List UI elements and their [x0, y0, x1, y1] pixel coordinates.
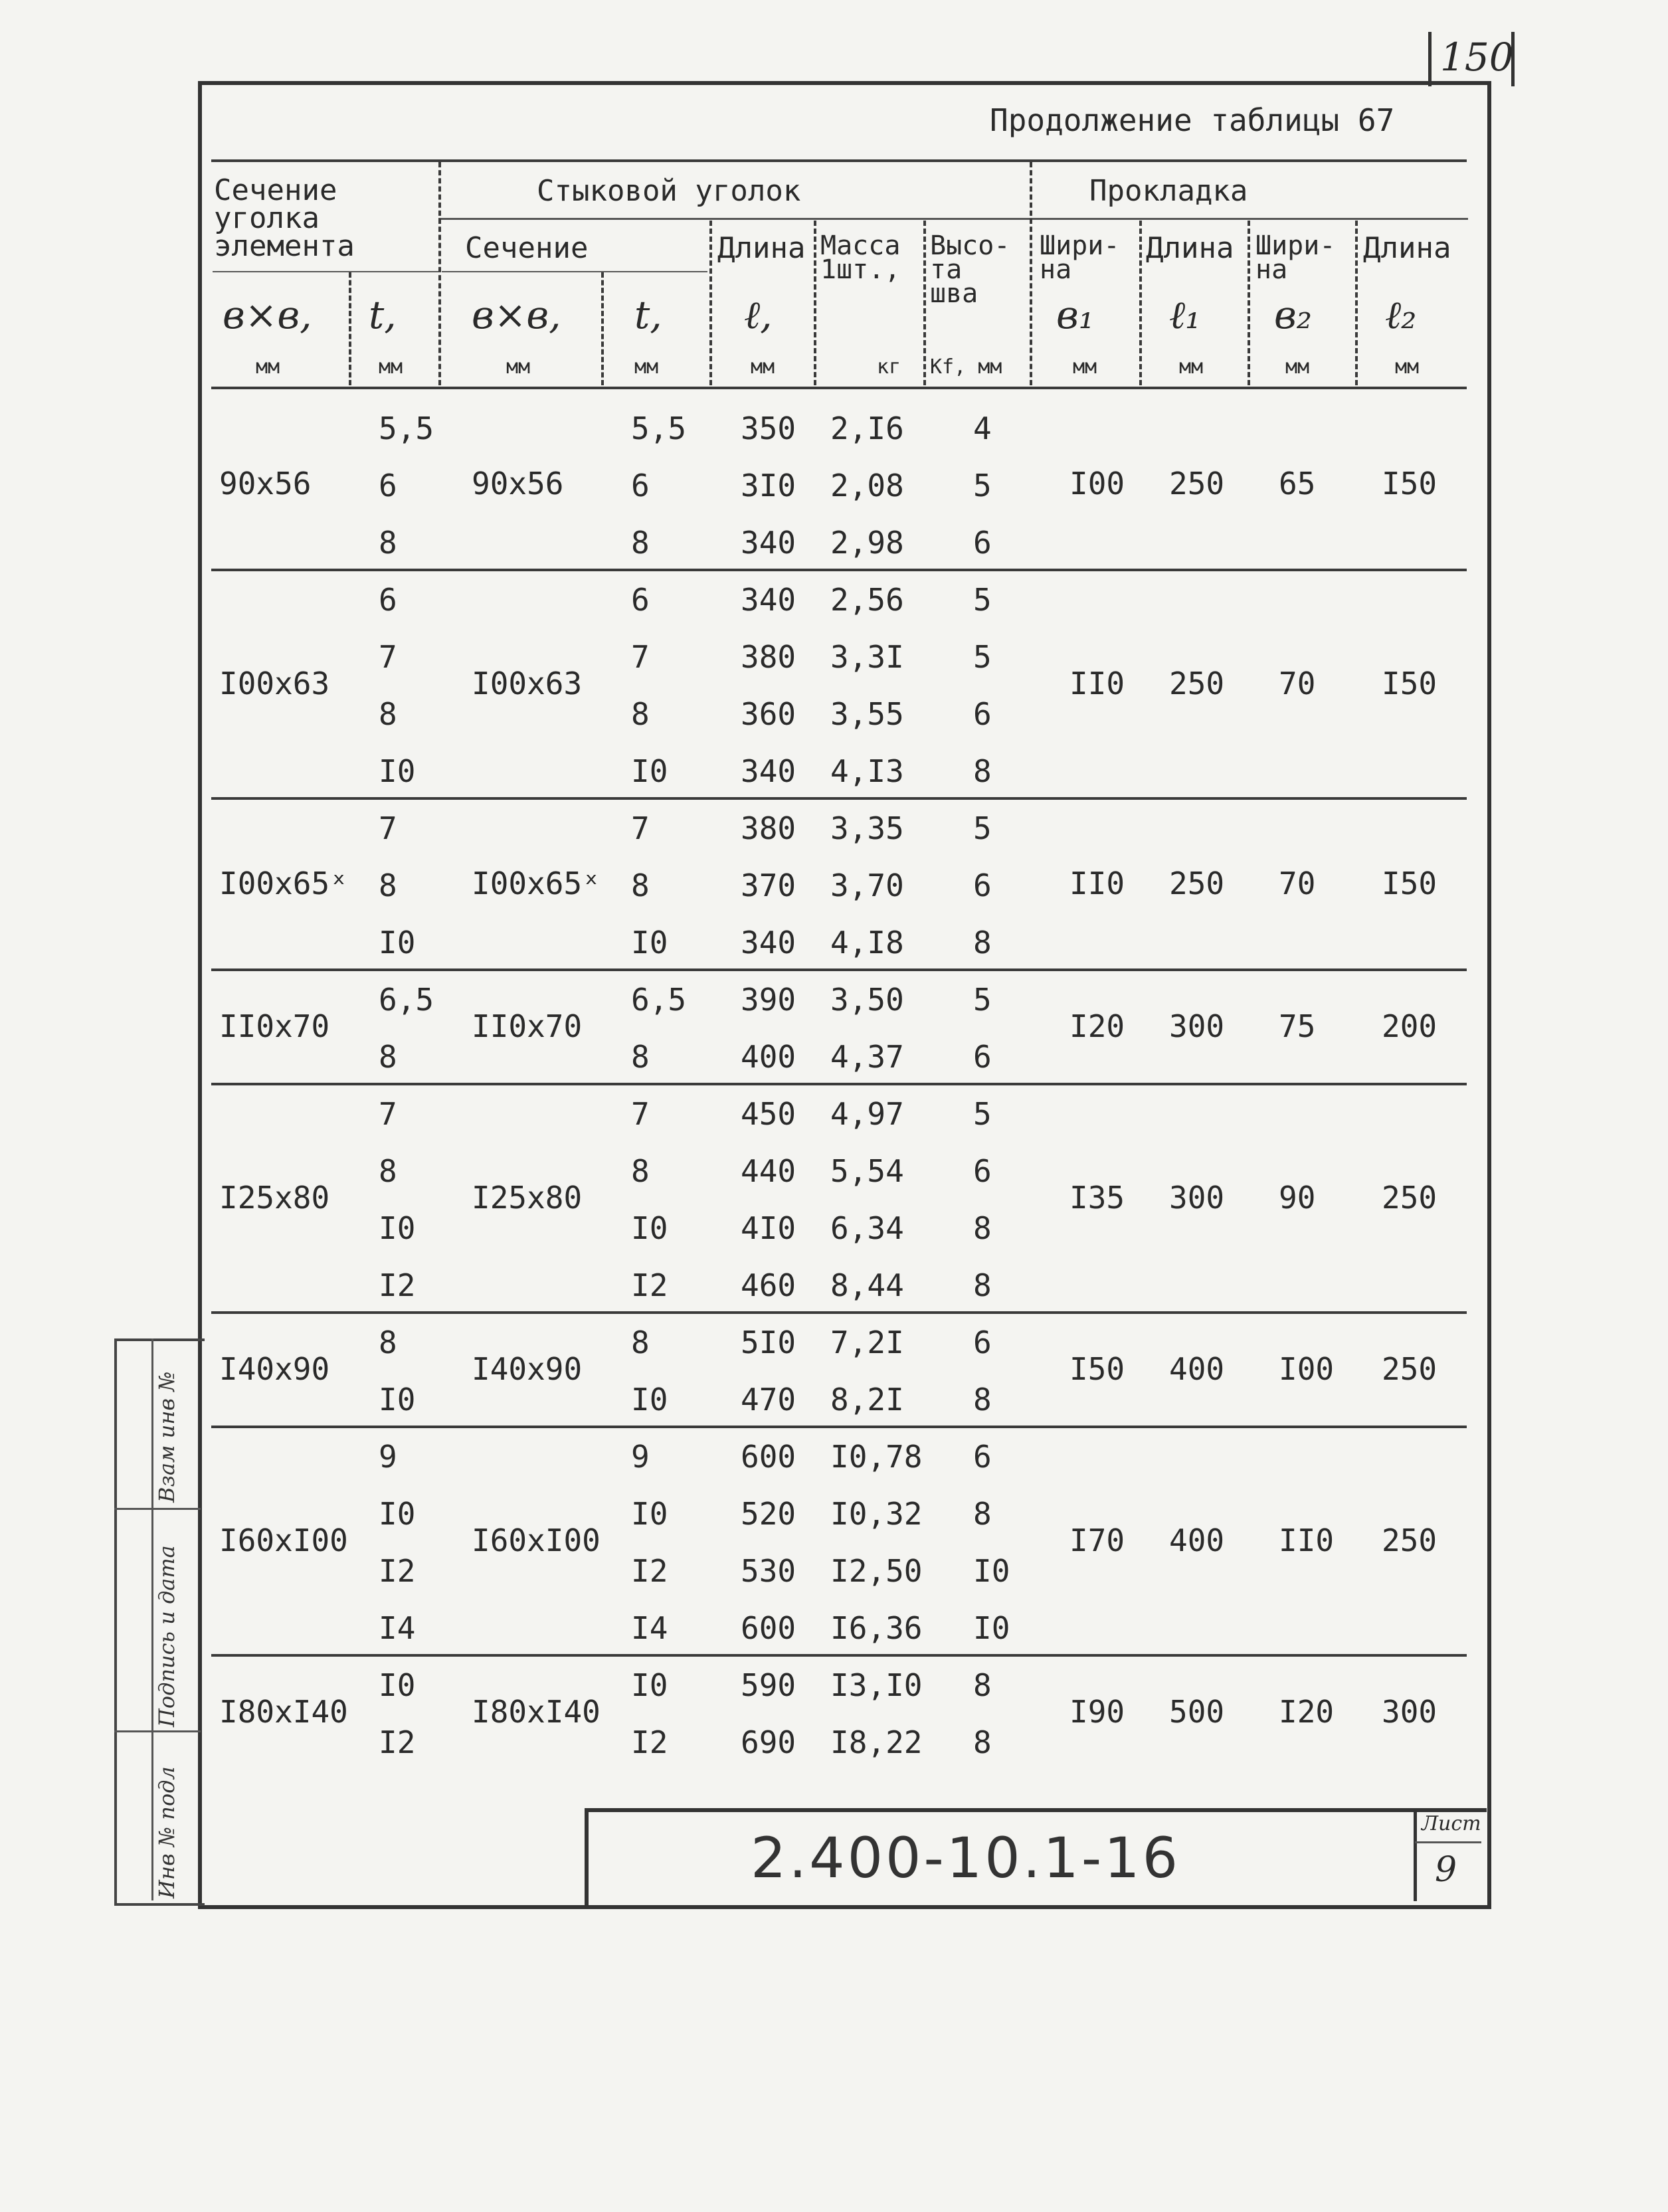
row-thickness: I0 [379, 925, 416, 961]
row-mass: 4,I8 [830, 925, 904, 961]
group-section: 90x56 [219, 466, 312, 502]
group-section: I60xI00 [219, 1522, 348, 1558]
row-thickness: I2 [379, 1267, 416, 1303]
pad-length1: 250 [1169, 866, 1225, 901]
header-bottom-rule [211, 387, 1467, 389]
row-weld-height: 5 [973, 639, 992, 675]
row-length: 340 [741, 582, 796, 618]
hv-10 [1355, 221, 1358, 385]
row-weld-height: 5 [973, 810, 992, 846]
hdr-group-section: Сечение уголка элемента [214, 173, 355, 263]
row-length: 450 [741, 1096, 796, 1132]
sym-angle-bxb: в×в, [472, 292, 561, 337]
header-top-rule [211, 159, 1467, 162]
pad-width2: I00 [1279, 1351, 1335, 1387]
row-angle-thickness: 6 [631, 582, 650, 618]
row-length: 470 [741, 1382, 796, 1418]
row-weld-height: 5 [973, 982, 992, 1018]
sym-l2: ℓ₂ [1385, 292, 1417, 337]
row-weld-height: 6 [973, 1153, 992, 1189]
row-thickness: I0 [379, 1382, 416, 1418]
row-length: 340 [741, 925, 796, 961]
row-weld-height: 6 [973, 868, 992, 903]
row-thickness: I0 [379, 1667, 416, 1703]
row-angle-thickness: 6 [631, 468, 650, 504]
row-angle-thickness: 5,5 [631, 411, 687, 446]
pad-length1: 500 [1169, 1694, 1225, 1730]
pad-length2: 250 [1382, 1351, 1437, 1387]
pad-length2: I50 [1382, 466, 1437, 502]
page-number: 150 [1440, 35, 1514, 80]
row-length: 380 [741, 639, 796, 675]
pad-length1: 300 [1169, 1008, 1225, 1044]
pad-width2: 90 [1279, 1180, 1316, 1216]
row-weld-height: 8 [973, 1667, 992, 1703]
row-length: 600 [741, 1439, 796, 1475]
row-weld-height: 4 [973, 411, 992, 446]
hdr-length2: Длина [1363, 231, 1451, 265]
angle-section: 90x56 [472, 466, 564, 502]
hv-3 [601, 272, 604, 385]
unit-mass: кг [877, 355, 901, 379]
hdr-weld-height: Высо- та шва [930, 230, 1010, 309]
unit-angle-bxb: мм [506, 355, 531, 379]
group-section: II0x70 [219, 1008, 330, 1044]
row-angle-thickness: 8 [631, 1153, 650, 1189]
row-thickness: 8 [379, 868, 397, 903]
hv-7 [1030, 162, 1032, 385]
row-angle-thickness: I0 [631, 1667, 668, 1703]
hdr-angle-section: Сечение [465, 231, 589, 265]
pad-width2: II0 [1279, 1522, 1335, 1558]
row-angle-thickness: 6,5 [631, 982, 687, 1018]
row-angle-thickness: 8 [631, 1325, 650, 1360]
row-weld-height: I0 [973, 1610, 1010, 1646]
row-mass: 2,I6 [830, 411, 904, 446]
unit-l: мм [751, 355, 775, 379]
unit-weld: Kf, мм [930, 355, 1002, 379]
row-thickness: 9 [379, 1439, 397, 1475]
row-thickness: I4 [379, 1610, 416, 1646]
hdr-width2: Шири- на [1255, 230, 1336, 285]
row-thickness: 8 [379, 525, 397, 561]
row-length: 440 [741, 1153, 796, 1189]
pad-width1: I20 [1069, 1008, 1125, 1044]
row-thickness: 7 [379, 639, 397, 675]
row-thickness: 5,5 [379, 411, 434, 446]
row-mass: 2,56 [830, 582, 904, 618]
header-mid-rule [438, 218, 1468, 220]
row-angle-thickness: I0 [631, 1210, 668, 1246]
row-length: 370 [741, 868, 796, 903]
sidebar-inv-orig: Инв № подл [154, 1766, 179, 1898]
pad-length1: 400 [1169, 1522, 1225, 1558]
row-mass: I0,32 [830, 1496, 923, 1532]
pad-length2: 300 [1382, 1694, 1437, 1730]
group-section: I80xI40 [219, 1694, 348, 1730]
row-angle-thickness: 9 [631, 1439, 650, 1475]
pad-length1: 250 [1169, 666, 1225, 701]
sidebar-divider [151, 1338, 153, 1900]
row-thickness: 7 [379, 1096, 397, 1132]
row-angle-thickness: I4 [631, 1610, 668, 1646]
row-mass: 5,54 [830, 1153, 904, 1189]
row-mass: I2,50 [830, 1553, 923, 1589]
row-weld-height: 5 [973, 1096, 992, 1132]
angle-section: I00x65ˣ [472, 866, 601, 901]
sheet-label: Лист [1422, 1812, 1481, 1835]
row-length: 350 [741, 411, 796, 446]
sym-l1: ℓ₁ [1169, 292, 1201, 337]
row-weld-height: 6 [973, 1039, 992, 1075]
pad-length2: 200 [1382, 1008, 1437, 1044]
row-mass: 2,08 [830, 468, 904, 504]
row-mass: 2,98 [830, 525, 904, 561]
group-separator [211, 968, 1467, 971]
group-separator [211, 1083, 1467, 1085]
unit-l2: мм [1395, 355, 1420, 379]
sidebar-vzam: Взам инв № [154, 1371, 179, 1503]
row-thickness: I0 [379, 1210, 416, 1246]
row-weld-height: 5 [973, 468, 992, 504]
row-angle-thickness: I2 [631, 1724, 668, 1760]
hdr-length1: Длина [1146, 231, 1234, 265]
row-thickness: 8 [379, 1153, 397, 1189]
hv-1 [349, 272, 351, 385]
pad-width1: I70 [1069, 1522, 1125, 1558]
hv-9 [1248, 221, 1250, 385]
row-angle-thickness: I2 [631, 1267, 668, 1303]
row-thickness: 6 [379, 468, 397, 504]
group-section: I40x90 [219, 1351, 330, 1387]
row-mass: 7,2I [830, 1325, 904, 1360]
unit-l1: мм [1179, 355, 1204, 379]
row-length: 400 [741, 1039, 796, 1075]
row-angle-thickness: 7 [631, 639, 650, 675]
pad-length2: 250 [1382, 1180, 1437, 1216]
pad-width1: I35 [1069, 1180, 1125, 1216]
unit-b1: мм [1073, 355, 1097, 379]
unit-t: мм [379, 355, 403, 379]
group-section: I00x63 [219, 666, 330, 701]
row-thickness: 8 [379, 696, 397, 732]
doc-number: 2.400-10.1-16 [751, 1825, 1181, 1890]
row-length: 600 [741, 1610, 796, 1646]
row-weld-height: 8 [973, 925, 992, 961]
unit-b2: мм [1285, 355, 1310, 379]
sym-l: ℓ, [744, 292, 773, 337]
row-mass: 3,70 [830, 868, 904, 903]
row-weld-height: 8 [973, 753, 992, 789]
row-thickness: I2 [379, 1724, 416, 1760]
pad-width1: I90 [1069, 1694, 1125, 1730]
hv-8 [1139, 221, 1142, 385]
row-weld-height: 8 [973, 1724, 992, 1760]
row-angle-thickness: 8 [631, 525, 650, 561]
angle-section: II0x70 [472, 1008, 583, 1044]
sidebar-sep-1 [114, 1508, 201, 1510]
sidebar-sign-date: Подпись и дата [154, 1545, 179, 1727]
row-weld-height: 8 [973, 1496, 992, 1532]
row-mass: I3,I0 [830, 1667, 923, 1703]
pad-width2: 70 [1279, 666, 1316, 701]
row-length: 340 [741, 525, 796, 561]
pad-width2: 75 [1279, 1008, 1316, 1044]
hdr-group-pad: Прокладка [1089, 174, 1248, 208]
pad-width2: 70 [1279, 866, 1316, 901]
row-weld-height: 8 [973, 1267, 992, 1303]
hdr-group-angle: Стыковой уголок [537, 174, 801, 208]
row-weld-height: 6 [973, 696, 992, 732]
pad-width1: I50 [1069, 1351, 1125, 1387]
hdr-length: Длина [717, 231, 806, 265]
group-separator [211, 1311, 1467, 1314]
header-sub-rule-angle [442, 271, 707, 272]
group-separator [211, 1654, 1467, 1657]
pad-width1: II0 [1069, 866, 1125, 901]
row-weld-height: I0 [973, 1553, 1010, 1589]
sym-b1: в₁ [1056, 292, 1095, 337]
row-length: 690 [741, 1724, 796, 1760]
row-length: 390 [741, 982, 796, 1018]
row-length: 590 [741, 1667, 796, 1703]
group-separator [211, 569, 1467, 571]
group-separator [211, 1426, 1467, 1428]
pad-length2: 250 [1382, 1522, 1437, 1558]
row-weld-height: 6 [973, 1325, 992, 1360]
sym-bxb: в×в, [223, 292, 312, 337]
header-sub-rule-left [213, 271, 438, 272]
row-mass: I6,36 [830, 1610, 923, 1646]
row-thickness: 6,5 [379, 982, 434, 1018]
row-mass: 8,44 [830, 1267, 904, 1303]
row-mass: 4,37 [830, 1039, 904, 1075]
row-angle-thickness: 7 [631, 810, 650, 846]
angle-section: I00x63 [472, 666, 583, 701]
row-mass: I0,78 [830, 1439, 923, 1475]
hv-2 [438, 162, 441, 385]
row-mass: 3,35 [830, 810, 904, 846]
row-angle-thickness: 7 [631, 1096, 650, 1132]
row-angle-thickness: 8 [631, 696, 650, 732]
hv-4 [709, 221, 712, 385]
row-weld-height: 5 [973, 582, 992, 618]
row-mass: 3,3I [830, 639, 904, 675]
pad-length1: 250 [1169, 466, 1225, 502]
row-angle-thickness: 8 [631, 1039, 650, 1075]
row-thickness: I0 [379, 753, 416, 789]
sidebar-sep-2 [114, 1730, 201, 1732]
row-mass: I8,22 [830, 1724, 923, 1760]
row-mass: 3,50 [830, 982, 904, 1018]
pad-length1: 400 [1169, 1351, 1225, 1387]
sheet-number: 9 [1435, 1850, 1457, 1890]
group-section: I25x80 [219, 1180, 330, 1216]
row-mass: 4,I3 [830, 753, 904, 789]
row-length: 460 [741, 1267, 796, 1303]
pad-width1: I00 [1069, 466, 1125, 502]
group-separator [211, 797, 1467, 800]
pad-width1: II0 [1069, 666, 1125, 701]
group-section: I00x65ˣ [219, 866, 348, 901]
row-length: 360 [741, 696, 796, 732]
row-weld-height: 8 [973, 1382, 992, 1418]
row-thickness: 8 [379, 1325, 397, 1360]
row-length: 520 [741, 1496, 796, 1532]
unit-bxb: мм [256, 355, 280, 379]
row-angle-thickness: I0 [631, 1382, 668, 1418]
pad-length1: 300 [1169, 1180, 1225, 1216]
row-thickness: I0 [379, 1496, 416, 1532]
row-thickness: 7 [379, 810, 397, 846]
sheet-cell-rule [1415, 1841, 1481, 1843]
pad-length2: I50 [1382, 866, 1437, 901]
pad-width2: 65 [1279, 466, 1316, 502]
row-angle-thickness: I0 [631, 925, 668, 961]
row-weld-height: 6 [973, 525, 992, 561]
row-length: 3I0 [741, 468, 796, 504]
pad-width2: I20 [1279, 1694, 1335, 1730]
row-thickness: 6 [379, 582, 397, 618]
angle-section: I60xI00 [472, 1522, 601, 1558]
row-weld-height: 6 [973, 1439, 992, 1475]
row-length: 5I0 [741, 1325, 796, 1360]
hdr-mass: Масса 1шт., [820, 230, 901, 285]
row-length: 530 [741, 1553, 796, 1589]
sym-angle-t: t, [634, 292, 662, 337]
hv-6 [923, 221, 926, 385]
row-mass: 6,34 [830, 1210, 904, 1246]
angle-section: I25x80 [472, 1180, 583, 1216]
row-length: 340 [741, 753, 796, 789]
row-length: 4I0 [741, 1210, 796, 1246]
row-length: 380 [741, 810, 796, 846]
row-thickness: 8 [379, 1039, 397, 1075]
row-angle-thickness: I2 [631, 1553, 668, 1589]
row-angle-thickness: 8 [631, 868, 650, 903]
row-mass: 8,2I [830, 1382, 904, 1418]
row-mass: 3,55 [830, 696, 904, 732]
sym-t: t, [369, 292, 397, 337]
angle-section: I40x90 [472, 1351, 583, 1387]
row-thickness: I2 [379, 1553, 416, 1589]
hdr-width1: Шири- на [1040, 230, 1120, 285]
row-angle-thickness: I0 [631, 753, 668, 789]
angle-section: I80xI40 [472, 1694, 601, 1730]
sym-b2: в₂ [1274, 292, 1313, 337]
unit-angle-t: мм [634, 355, 659, 379]
row-weld-height: 8 [973, 1210, 992, 1246]
pad-length2: I50 [1382, 666, 1437, 701]
row-angle-thickness: I0 [631, 1496, 668, 1532]
table-caption: Продолжение таблицы 67 [990, 102, 1395, 138]
row-mass: 4,97 [830, 1096, 904, 1132]
hv-5 [814, 221, 816, 385]
